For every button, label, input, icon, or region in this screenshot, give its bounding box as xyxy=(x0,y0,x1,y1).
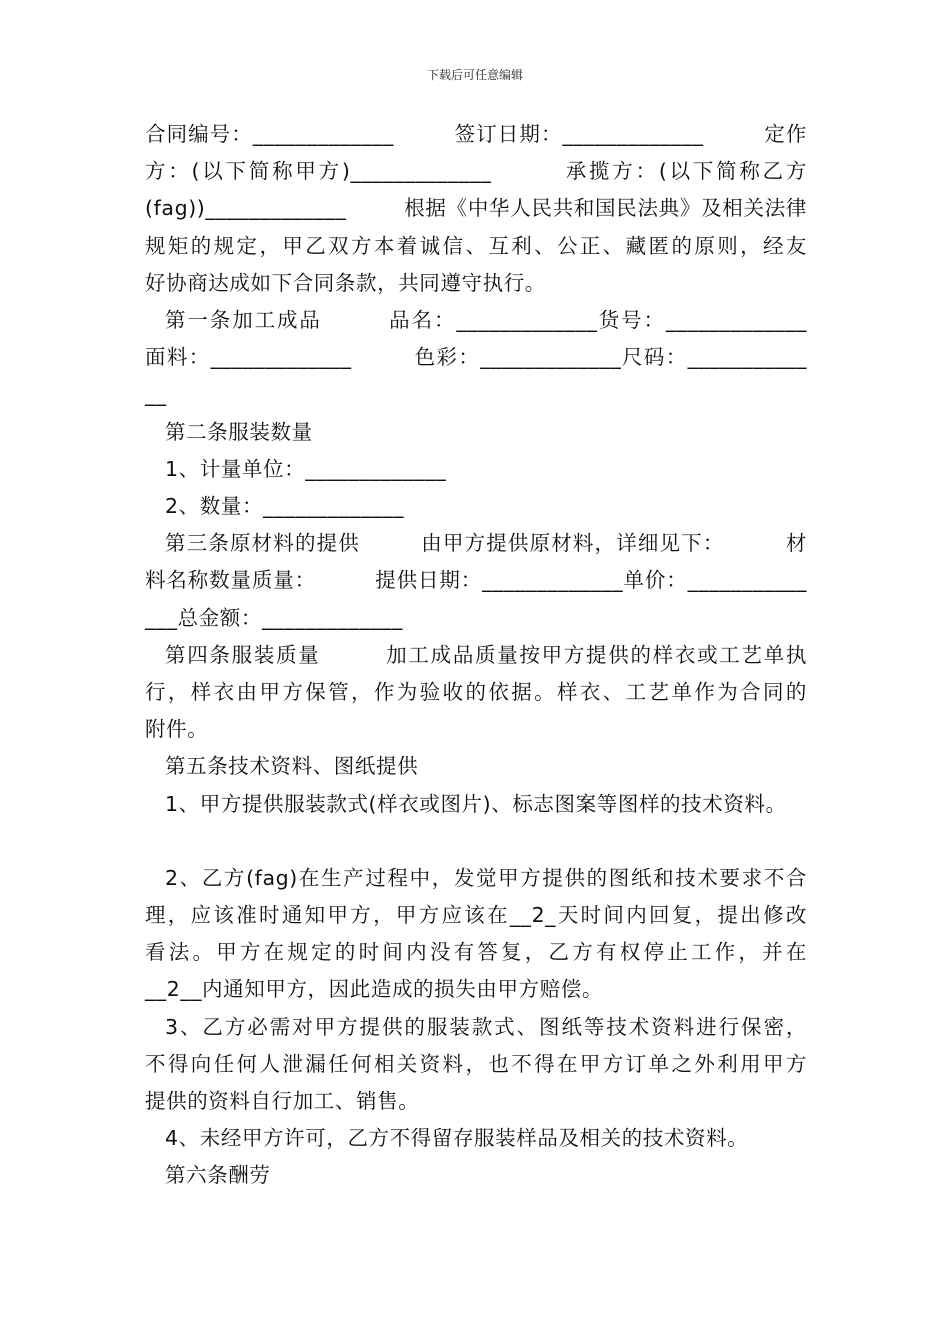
article-3-title: 第三条原材料的提供 由甲方提供原材料，详细见下： 材 xyxy=(165,531,807,556)
contract-line: 附件。 xyxy=(145,717,209,742)
contract-line: 1、计量单位：_____________ xyxy=(165,456,447,481)
contract-body xyxy=(145,116,807,1195)
contract-line: 看法。甲方在规定的时间内没有答复，乙方有权停止工作，并在 xyxy=(145,940,807,965)
contract-line: 好协商达成如下合同条款，共同遵守执行。 xyxy=(145,270,546,295)
contract-line: 提供的资料自行加工、销售。 xyxy=(145,1089,420,1114)
contract-line: (fag))_____________ 根据《中华人民共和国民法典》及相关法律 xyxy=(145,196,807,221)
article-2-title: 第二条服装数量 xyxy=(165,419,313,444)
contract-line: __2__内通知甲方，因此造成的损失由甲方赔偿。 xyxy=(145,977,603,1002)
page-header: 下载后可任意编辑 xyxy=(426,68,523,82)
article-5-title: 第五条技术资料、图纸提供 xyxy=(165,754,419,779)
paragraph-gap xyxy=(145,823,807,860)
contract-line: 不得向任何人泄漏任何相关资料，也不得在甲方订单之外利用甲方 xyxy=(145,1051,807,1076)
article-4-title: 第四条服装质量 加工成品质量按甲方提供的样衣或工艺单执 xyxy=(165,642,807,667)
contract-line: 合同编号：_____________ 签订日期：_____________ 定作 xyxy=(145,122,807,146)
contract-line: 行，样衣由甲方保管，作为验收的依据。样衣、工艺单作为合同的 xyxy=(145,680,807,705)
contract-line: 3、乙方必需对甲方提供的服装款式、图纸等技术资料进行保密， xyxy=(165,1014,807,1039)
contract-line: 理，应该准时通知甲方，甲方应该在__2_天时间内回复，提出修改 xyxy=(145,903,807,928)
contract-line: ___总金额：_____________ xyxy=(145,605,403,630)
contract-line: 1、甲方提供服装款式(样衣或图片)、标志图案等图样的技术资料。 xyxy=(165,791,787,816)
contract-line: 2、数量：_____________ xyxy=(165,494,405,519)
contract-line: 规矩的规定，甲乙双方本着诚信、互利、公正、藏匿的原则，经友 xyxy=(145,233,807,258)
contract-line: 料名称数量质量： 提供日期：_____________单价：___________ xyxy=(145,568,807,593)
contract-line: 方：(以下简称甲方)_____________ 承揽方：(以下简称乙方 xyxy=(145,159,807,184)
contract-line: 2、乙方(fag)在生产过程中，发觉甲方提供的图纸和技术要求不合 xyxy=(165,865,807,890)
article-1-title: 第一条加工成品 品名：_____________货号：_____________ xyxy=(165,308,807,333)
contract-line: 面料：_____________ 色彩：_____________尺码：___________ xyxy=(145,345,807,370)
article-6-title: 第六条酬劳 xyxy=(165,1163,271,1188)
contract-line: __ xyxy=(145,382,167,407)
contract-line: 4、未经甲方许可，乙方不得留存服装样品及相关的技术资料。 xyxy=(165,1126,749,1151)
